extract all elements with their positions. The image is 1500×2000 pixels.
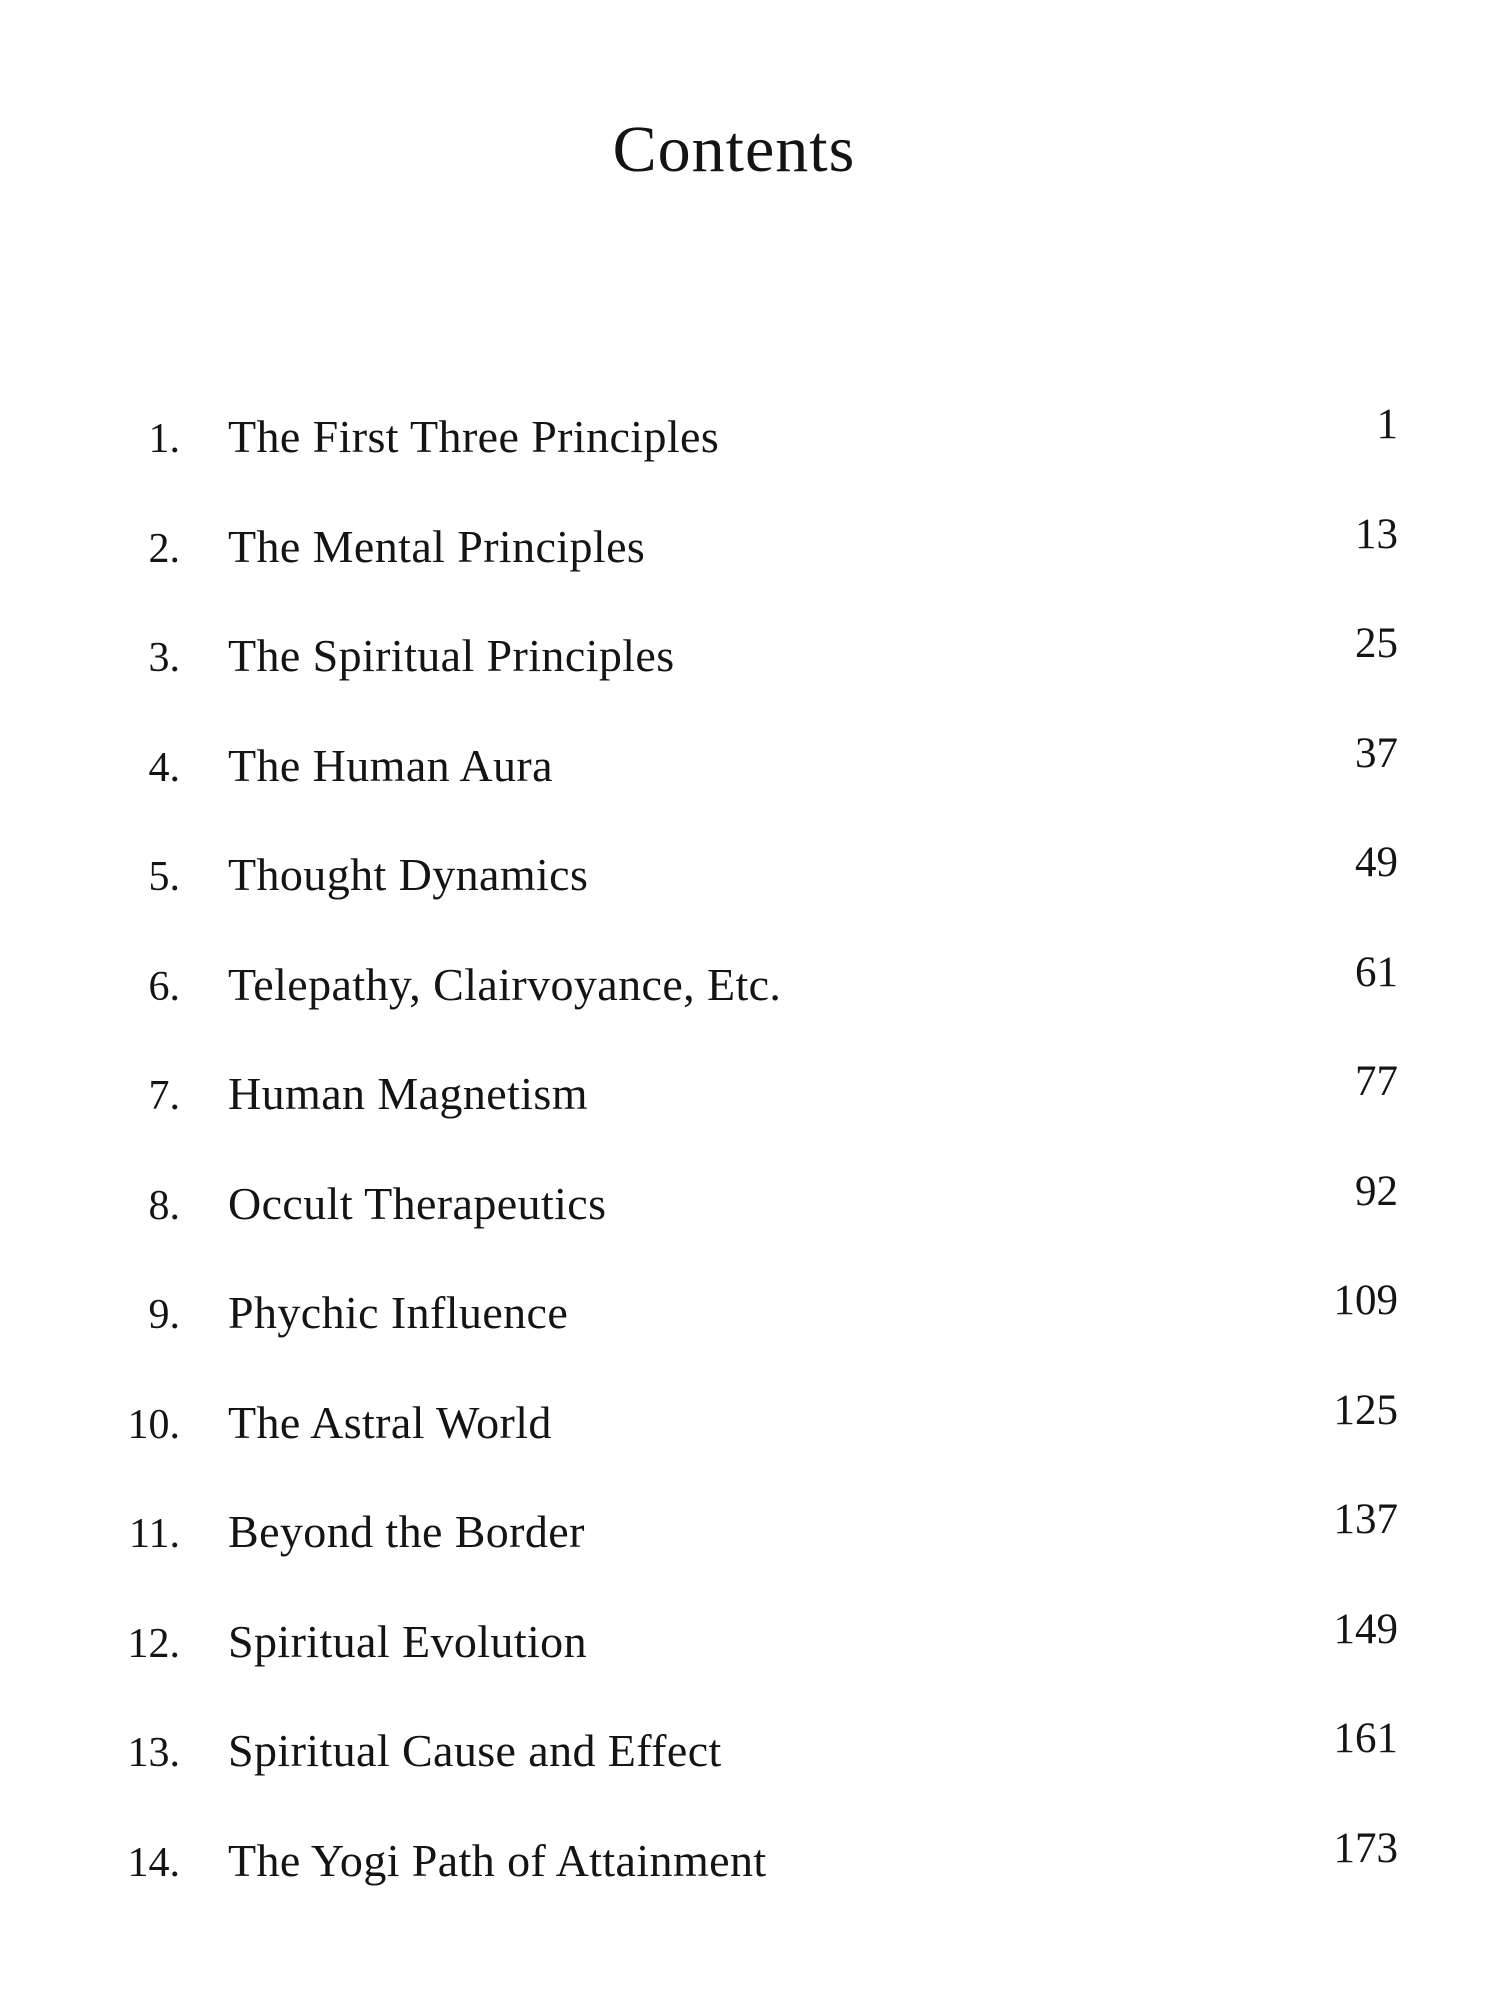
toc-entry[interactable] [0,614,1500,724]
chapter-number: 10. [127,1401,180,1448]
table-of-contents [0,395,1500,1928]
page-number: 25 [1355,620,1398,667]
chapter-number: 6. [148,963,180,1010]
toc-entry[interactable] [0,724,1500,834]
chapter-title: Spiritual Evolution [228,1615,587,1667]
chapter-title: Thought Dynamics [228,849,589,900]
page-number: 149 [1333,1605,1398,1653]
toc-entry[interactable] [0,1709,1500,1819]
chapter-title: The Yogi Path of Attainment [228,1834,767,1886]
chapter-title: The Astral World [228,1396,552,1448]
toc-entry[interactable] [0,833,1500,943]
chapter-number: 14. [127,1839,180,1886]
chapter-title: The Human Aura [228,739,553,791]
chapter-title: Spiritual Cause and Effect [228,1725,722,1776]
page-number: 1 [1376,401,1398,448]
chapter-title: The Spiritual Principles [228,630,675,681]
page-number: 77 [1355,1058,1398,1105]
page-number: 125 [1333,1386,1398,1434]
chapter-number: 12. [127,1620,180,1667]
toc-entry[interactable] [0,395,1500,505]
toc-entry[interactable] [0,505,1500,615]
chapter-title: Human Magnetism [228,1068,588,1119]
chapter-title: Beyond the Border [228,1506,585,1557]
chapter-number: 11. [129,1511,180,1557]
chapter-number: 4. [148,744,180,791]
page-number: 109 [1333,1277,1398,1324]
toc-entry[interactable] [0,1819,1500,1929]
chapter-title: Telepathy, Clairvoyance, Etc. [228,958,782,1010]
chapter-number: 2. [148,525,180,572]
toc-entry[interactable] [0,1162,1500,1272]
page-title: Contents [612,113,856,186]
chapter-number: 3. [148,635,180,681]
chapter-number: 13. [127,1730,180,1776]
chapter-number: 5. [148,854,180,900]
toc-entry[interactable] [0,1271,1500,1381]
chapter-title: The Mental Principles [228,520,646,572]
chapter-number: 8. [148,1182,180,1229]
chapter-title: The First Three Principles [228,411,720,462]
chapter-title: Phychic Influence [228,1287,569,1338]
chapter-title: Occult Therapeutics [228,1177,607,1229]
page-number: 61 [1355,948,1398,996]
page-number: 49 [1355,839,1398,886]
toc-entry[interactable] [0,1490,1500,1600]
page-number: 161 [1333,1715,1398,1762]
chapter-number: 1. [148,416,180,462]
toc-entry[interactable] [0,1381,1500,1491]
chapter-number: 9. [148,1292,180,1338]
page-number: 173 [1333,1824,1398,1872]
page-number: 13 [1355,510,1398,558]
toc-entry[interactable] [0,943,1500,1053]
page-number: 92 [1355,1167,1398,1215]
chapter-number: 7. [148,1073,180,1119]
page-number: 137 [1333,1496,1398,1543]
toc-entry[interactable] [0,1052,1500,1162]
toc-entry[interactable] [0,1600,1500,1710]
page-number: 37 [1355,729,1398,777]
